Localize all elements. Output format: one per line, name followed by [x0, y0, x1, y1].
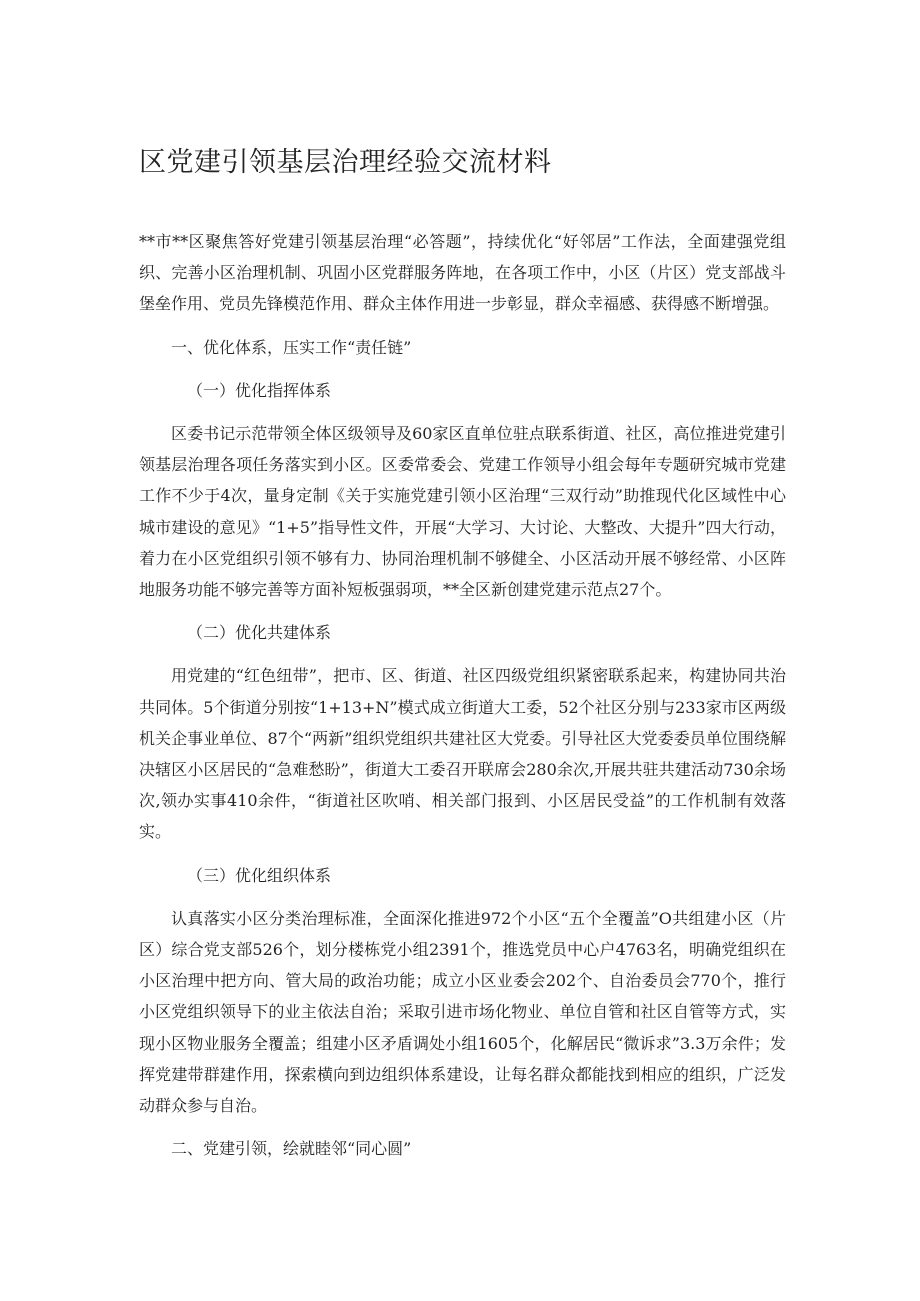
intro-paragraph: **市**区聚焦答好党建引领基层治理“必答题”，持续优化“好邻居”工作法，全面建强党组织、完善小区治理机制、巩固小区党群服务阵地，在各项工作中，小区（片区）党支部战斗堡垒作用、党员先锋模范作用、群众主体作用进一步彰显，群众幸福感、获得感不断增强。	[139, 232, 786, 314]
subsection-2-heading: （二）优化共建体系	[187, 623, 332, 643]
document-title: 区党建引领基层治理经验交流材料	[139, 147, 552, 178]
subsection-2-paragraph: 用党建的“红色纽带”，把市、区、街道、社区四级党组织紧密联系起来，构建协同共治共同体。5个街道分别按“1+13+N”模式成立街道大工委，52个社区分别与233家市区两级机关企事业单位、87个“两新”组织党组织共建社区大党委。引导社区大党委委员单位围绕解决辖区小区居民的“急难愁盼”，街道大工委召开联席会280余次,开展共驻共建活动730余场次,领办实事410余件，“街道社区吹哨、相关部门报到、小区居民受益”的工作机制有效落实。	[139, 666, 786, 842]
subsection-3-heading: （三）优化组织体系	[187, 865, 332, 885]
subsection-3-paragraph: 认真落实小区分类治理标准，全面深化推进972个小区“五个全覆盖”O共组建小区（片区）综合党支部526个，划分楼栋党小组2391个，推选党员中心户4763名，明确党组织在小区治理中把方向、管大局的政治功能；成立小区业委会202个、自治委员会770个，推行小区党组织领导下的业主依法自治；采取引进市场化物业、单位自管和社区自管等方式，实现小区物业服务全覆盖；组建小区矛盾调处小组1605个，化解居民“微诉求”3.3万余件；发挥党建带群建作用，探索横向到边组织体系建设，让每名群众都能找到相应的组织，广泛发动群众参与自治。	[139, 908, 786, 1116]
document-body	[139, 226, 786, 1176]
subsection-1-heading: （一）优化指挥体系	[187, 380, 332, 400]
section-1-heading: 一、优化体系，压实工作“责任链”	[171, 337, 412, 357]
subsection-1-paragraph: 区委书记示范带领全体区级领导及60家区直单位驻点联系街道、社区，高位推进党建引领基层治理各项任务落实到小区。区委常委会、党建工作领导小组会每年专题研究城市党建工作不少于4次，量身定制《关于实施党建引领小区治理“三双行动”助推现代化区域性中心城市建设的意见》“1+5”指导性文件，开展“大学习、大讨论、大整改、大提升”四大行动，着力在小区党组织引领不够有力、协同治理机制不够健全、小区活动开展不够经常、小区阵地服务功能不够完善等方面补短板强弱项，**全区新创建党建示范点27个。	[139, 424, 786, 600]
section-2-heading: 二、党建引领，绘就睦邻“同心圆”	[171, 1139, 412, 1159]
